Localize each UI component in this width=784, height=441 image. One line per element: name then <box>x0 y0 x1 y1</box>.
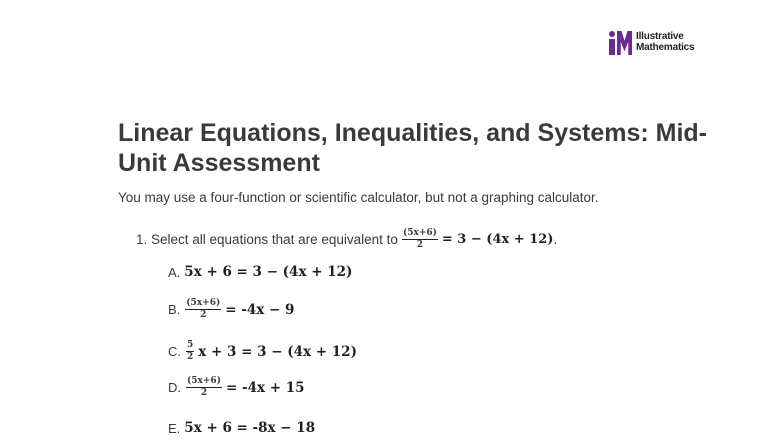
answer-option-c[interactable] <box>168 340 357 363</box>
question-prompt: 1. Select all equations that are equivalent to <box>136 232 398 247</box>
option-fraction <box>186 376 222 399</box>
option-equation: = -4x + 15 <box>225 379 305 396</box>
option-equation: x + 3 = 3 − (4x + 12) <box>198 343 357 360</box>
option-equation: 5x + 6 = -8x − 18 <box>184 420 316 436</box>
option-letter: D. <box>168 380 181 395</box>
calculator-instructions: You may use a four-function or scientific calculator, but not a graphing calculator. <box>118 190 599 205</box>
fraction-denominator: 2 <box>187 352 194 362</box>
option-fraction <box>186 340 194 363</box>
option-letter: E. <box>168 420 181 436</box>
option-equation: 5x + 6 = 3 − (4x + 12) <box>184 264 353 280</box>
fraction-denominator: 2 <box>416 240 424 250</box>
option-equation: = -4x − 9 <box>225 301 295 318</box>
logo-text <box>636 31 694 53</box>
answer-option-e[interactable] <box>168 420 315 436</box>
page-title: Linear Equations, Inequalities, and Systems: Mid-Unit Assessment <box>118 119 708 177</box>
option-letter: B. <box>168 302 181 317</box>
question-fraction <box>402 228 438 251</box>
answer-option-a[interactable] <box>168 264 352 280</box>
fraction-numerator: (5x+6) <box>187 376 221 386</box>
option-fraction <box>185 298 221 321</box>
option-letter: A. <box>168 264 181 280</box>
fraction-denominator: 2 <box>200 310 207 320</box>
option-letter: C. <box>168 344 181 359</box>
logo-line-1: Illustrative <box>636 31 684 42</box>
fraction-denominator: 2 <box>200 388 208 398</box>
question-suffix: . <box>553 232 558 247</box>
fraction-numerator: (5x+6) <box>186 298 221 308</box>
im-logo-icon <box>607 31 633 55</box>
illustrative-mathematics-logo <box>607 31 694 55</box>
question-1 <box>136 228 557 251</box>
answer-option-b[interactable] <box>168 298 294 321</box>
answer-option-d[interactable] <box>168 376 305 399</box>
fraction-numerator: 5 <box>187 340 194 350</box>
question-equation-rest: = 3 − (4x + 12) <box>441 232 554 247</box>
logo-line-2: Mathematics <box>636 42 695 53</box>
fraction-numerator: (5x+6) <box>402 228 437 238</box>
